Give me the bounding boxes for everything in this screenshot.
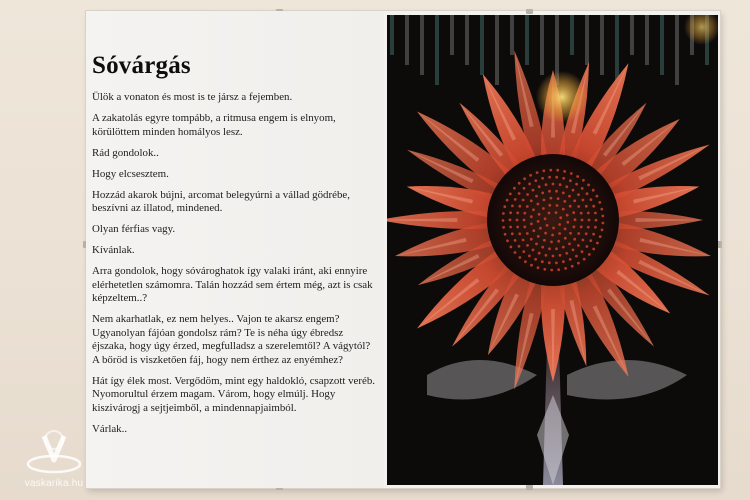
seed-dot xyxy=(528,255,531,258)
seed-dot xyxy=(550,269,553,272)
blur-stripe xyxy=(585,15,589,65)
seed-dot xyxy=(556,169,559,172)
sunflower-image xyxy=(387,15,718,485)
seed-dot xyxy=(566,221,569,224)
seed-dot xyxy=(569,205,572,208)
seed-dot xyxy=(558,232,561,235)
watermark-logo-icon xyxy=(14,430,94,478)
blur-stripe xyxy=(660,15,664,75)
picture-frame xyxy=(86,11,720,488)
seed-dot xyxy=(535,195,538,198)
seed-dot xyxy=(573,226,576,229)
seed-dot xyxy=(563,170,566,173)
poem-stanza: Nem akarhatlak, ez nem helyes.. Vajon te akarsz engem? Ugyanolyan fájóan gondolsz rám? Te is néha úgy ébredsz éjszaka, hogy úgy érzed, megfulladsz a szerelemtől? A vágytól? A bőröd is viszketően fáj, hogy nem érthez az enyémhez? xyxy=(92,313,371,366)
seed-dot xyxy=(539,227,542,230)
seed-dot xyxy=(594,212,597,215)
flower-center xyxy=(487,154,619,286)
seed-dot xyxy=(506,239,509,242)
seed-dot xyxy=(570,172,573,175)
seed-dot xyxy=(530,264,533,267)
seed-dot xyxy=(565,252,568,255)
seed-dot xyxy=(537,266,540,269)
seed-dot xyxy=(522,239,525,242)
seed-dot xyxy=(555,211,558,214)
seed-dot xyxy=(592,233,595,236)
seed-dot xyxy=(602,222,605,225)
seed-dot xyxy=(556,204,559,207)
seed-dot xyxy=(523,226,526,229)
seed-dot xyxy=(562,246,565,249)
seed-dot xyxy=(543,239,546,242)
seed-dot xyxy=(511,232,514,235)
seed-dot xyxy=(548,190,551,193)
seed-dot xyxy=(532,229,535,232)
seed-dot xyxy=(590,198,593,201)
seed-dot xyxy=(586,192,589,195)
poem-stanza: Ülök a vonaton és most is te jársz a fejemben. xyxy=(92,91,293,103)
blur-stripe xyxy=(480,15,484,75)
seed-dot xyxy=(523,187,526,190)
seed-dot xyxy=(559,254,562,257)
seed-dot xyxy=(569,258,572,261)
seed-dot xyxy=(536,171,539,174)
seed-dot xyxy=(580,226,583,229)
seed-dot xyxy=(509,226,512,229)
seed-dot xyxy=(594,226,597,229)
seed-dot xyxy=(601,229,604,232)
blur-stripe xyxy=(510,15,514,55)
seed-dot xyxy=(514,251,517,254)
seed-dot xyxy=(523,212,526,215)
seed-dot xyxy=(542,169,545,172)
seed-dot xyxy=(522,199,525,202)
seed-dot xyxy=(577,244,580,247)
seed-dot xyxy=(592,189,595,192)
poem-stanza: Kívánlak. xyxy=(92,244,135,256)
seed-dot xyxy=(587,226,590,229)
blur-stripe xyxy=(570,15,574,55)
seed-dot xyxy=(559,216,562,219)
seed-dot xyxy=(572,189,575,192)
seed-dot xyxy=(551,234,554,237)
seed-dot xyxy=(526,205,529,208)
seed-dot xyxy=(545,254,548,257)
seed-dot xyxy=(526,193,529,196)
site-watermark xyxy=(14,430,94,492)
blur-stripe xyxy=(525,15,529,65)
seed-dot xyxy=(555,247,558,250)
seed-dot xyxy=(557,197,560,200)
seed-dot xyxy=(585,232,588,235)
frame-clip-bottom-right xyxy=(526,485,533,490)
seed-dot xyxy=(577,205,580,208)
blur-stripe xyxy=(450,15,454,55)
seed-dot xyxy=(575,183,578,186)
seed-dot xyxy=(532,249,535,252)
poem-stanza: Rád gondolok.. xyxy=(92,146,159,159)
seed-dot xyxy=(523,177,526,180)
blur-stripe xyxy=(405,15,409,65)
seed-dot xyxy=(581,219,584,222)
seed-dot xyxy=(562,208,565,211)
seed-dot xyxy=(532,208,535,211)
seed-dot xyxy=(569,232,572,235)
seed-dot xyxy=(562,192,565,195)
seed-dot xyxy=(530,223,533,226)
seed-dot xyxy=(557,268,560,271)
seed-dot xyxy=(503,205,506,208)
seed-dot xyxy=(530,215,533,218)
seed-dot xyxy=(511,205,514,208)
seed-dot xyxy=(516,212,519,215)
seed-dot xyxy=(518,205,521,208)
seed-dot xyxy=(516,219,519,222)
seed-dot xyxy=(518,232,521,235)
seed-dot xyxy=(549,169,552,172)
seed-dot xyxy=(530,238,533,241)
seed-dot xyxy=(552,183,555,186)
blur-stripe xyxy=(540,15,544,75)
seed-dot xyxy=(543,268,546,271)
seed-dot xyxy=(526,244,529,247)
seed-dot xyxy=(598,201,601,204)
blur-stripe xyxy=(630,15,634,55)
seed-dot xyxy=(565,185,568,188)
seed-dot xyxy=(524,260,527,263)
seed-dot xyxy=(518,182,521,185)
seed-dot xyxy=(583,258,586,261)
seed-dot xyxy=(592,205,595,208)
seed-dot xyxy=(537,220,540,223)
poem-stanza: Olyan férfias vagy. xyxy=(92,223,176,235)
blur-stripe xyxy=(495,15,499,85)
blur-stripe xyxy=(645,15,649,65)
seed-dot xyxy=(541,260,544,263)
seed-dot xyxy=(548,176,551,179)
seed-dot xyxy=(581,250,584,253)
poem-stanza: A zakatolás egyre tompább, a ritmusa engem is elnyom, körülöttem minden homályos lesz. xyxy=(92,112,336,138)
seed-dot xyxy=(514,239,517,242)
seed-dot xyxy=(564,237,567,240)
poem-stanza: Hát így élek most. Vergődöm, mint egy haldokló, csapzott veréb. Nyomorultul érzem magam. Várom, hogy elmúlj. Hogy kiszivárogj a sejtjeimből, a mindennapjaimból. xyxy=(92,374,376,414)
seed-dot xyxy=(577,232,580,235)
seed-dot xyxy=(558,223,561,226)
seed-dot xyxy=(566,214,569,217)
seed-dot xyxy=(587,212,590,215)
seed-dot xyxy=(522,250,525,253)
seed-dot xyxy=(537,235,540,238)
poem-title: Sóvárgás xyxy=(92,52,191,79)
seed-dot xyxy=(571,265,574,268)
seed-dot xyxy=(548,247,551,250)
seed-dot xyxy=(573,238,576,241)
seed-dot xyxy=(555,262,558,265)
poem-stanza: Várlak.. xyxy=(92,422,128,435)
blur-stripe xyxy=(420,15,424,75)
seed-dot xyxy=(548,261,551,264)
poem-stanza: Hogy elcsesztem. xyxy=(92,167,169,180)
seed-dot xyxy=(582,199,585,202)
seed-dot xyxy=(534,258,537,261)
seed-dot xyxy=(518,192,521,195)
seed-dot xyxy=(502,212,505,215)
seed-dot xyxy=(534,179,537,182)
seed-dot xyxy=(545,183,548,186)
poem-stanza: Hozzád akarok bújni, arcomat belegyúrni a vállad gödrébe, beszívni az illatod, mindened. xyxy=(92,188,350,214)
seed-dot xyxy=(535,243,538,246)
seed-dot xyxy=(502,219,505,222)
seed-dot xyxy=(548,204,551,207)
seed-dot xyxy=(516,226,519,229)
blur-stripe xyxy=(615,15,619,85)
seed-dot xyxy=(529,174,532,177)
poem-panel xyxy=(86,11,384,488)
seed-dot xyxy=(555,190,558,193)
seed-dot xyxy=(523,219,526,222)
seed-dot xyxy=(601,215,604,218)
frame-clip-top-right xyxy=(526,9,533,14)
seed-dot xyxy=(509,219,512,222)
blur-stripe xyxy=(435,15,439,85)
seed-dot xyxy=(528,183,531,186)
seed-dot xyxy=(559,183,562,186)
seed-dot xyxy=(510,246,513,249)
seed-dot xyxy=(596,195,599,198)
seed-dot xyxy=(509,193,512,196)
seed-dot xyxy=(555,176,558,179)
blur-stripe xyxy=(465,15,469,65)
seed-dot xyxy=(543,199,546,202)
seed-dot xyxy=(564,228,567,231)
seed-dot xyxy=(600,208,603,211)
seed-dot xyxy=(562,177,565,180)
seed-dot xyxy=(518,245,521,248)
seed-dot xyxy=(502,226,505,229)
seed-dot xyxy=(532,189,535,192)
sunflower-photo xyxy=(387,15,718,485)
seed-dot xyxy=(530,199,533,202)
seed-dot xyxy=(550,241,553,244)
seed-dot xyxy=(541,177,544,180)
light-glow xyxy=(536,71,588,123)
seed-dot xyxy=(546,224,549,227)
seed-dot xyxy=(573,199,576,202)
seed-dot xyxy=(509,211,512,214)
seed-dot xyxy=(582,239,585,242)
seed-dot xyxy=(541,246,544,249)
blur-stripe xyxy=(390,15,394,55)
watermark-text: vaskarika.hu xyxy=(24,478,84,489)
seed-dot xyxy=(538,252,541,255)
seed-dot xyxy=(538,185,541,188)
seed-dot xyxy=(569,179,572,182)
seed-dot xyxy=(538,213,541,216)
seed-dot xyxy=(574,218,577,221)
seed-dot xyxy=(577,193,580,196)
poem-body xyxy=(92,91,376,444)
seed-dot xyxy=(541,192,544,195)
seed-dot xyxy=(544,232,547,235)
seed-dot xyxy=(595,219,598,222)
seed-dot xyxy=(519,256,522,259)
seed-dot xyxy=(588,253,591,256)
seed-dot xyxy=(542,207,545,210)
seed-dot xyxy=(562,260,565,263)
seed-dot xyxy=(526,232,529,235)
seed-dot xyxy=(587,184,590,187)
seed-dot xyxy=(580,212,583,215)
seed-dot xyxy=(537,203,540,206)
seed-dot xyxy=(596,242,599,245)
seed-dot xyxy=(514,198,517,201)
seed-dot xyxy=(592,248,595,251)
seed-dot xyxy=(557,240,560,243)
seed-dot xyxy=(585,205,588,208)
seed-dot xyxy=(577,262,580,265)
seed-dot xyxy=(588,219,591,222)
seed-dot xyxy=(576,175,579,178)
seed-dot xyxy=(506,199,509,202)
seed-dot xyxy=(589,239,592,242)
seed-dot xyxy=(548,212,551,215)
seed-dot xyxy=(599,235,602,238)
seed-dot xyxy=(575,255,578,258)
seed-dot xyxy=(582,179,585,182)
poem-stanza: Arra gondolok, hogy sóvároghatok így valaki iránt, aki ennyire elérhetetlen számomra. Talán hozzád sem értem még, azt is csak képzeltem..? xyxy=(92,265,373,304)
seed-dot xyxy=(564,267,567,270)
blur-stripe xyxy=(600,15,604,75)
seed-dot xyxy=(572,211,575,214)
seed-dot xyxy=(563,200,566,203)
seed-dot xyxy=(552,255,555,258)
seed-dot xyxy=(504,233,507,236)
seed-dot xyxy=(550,197,553,200)
seed-dot xyxy=(513,187,516,190)
blur-stripe xyxy=(675,15,679,85)
seed-dot xyxy=(552,227,555,230)
seed-dot xyxy=(568,195,571,198)
seed-dot xyxy=(572,249,575,252)
seed-dot xyxy=(586,245,589,248)
seed-dot xyxy=(581,187,584,190)
seed-dot xyxy=(544,217,547,220)
seed-dot xyxy=(568,243,571,246)
